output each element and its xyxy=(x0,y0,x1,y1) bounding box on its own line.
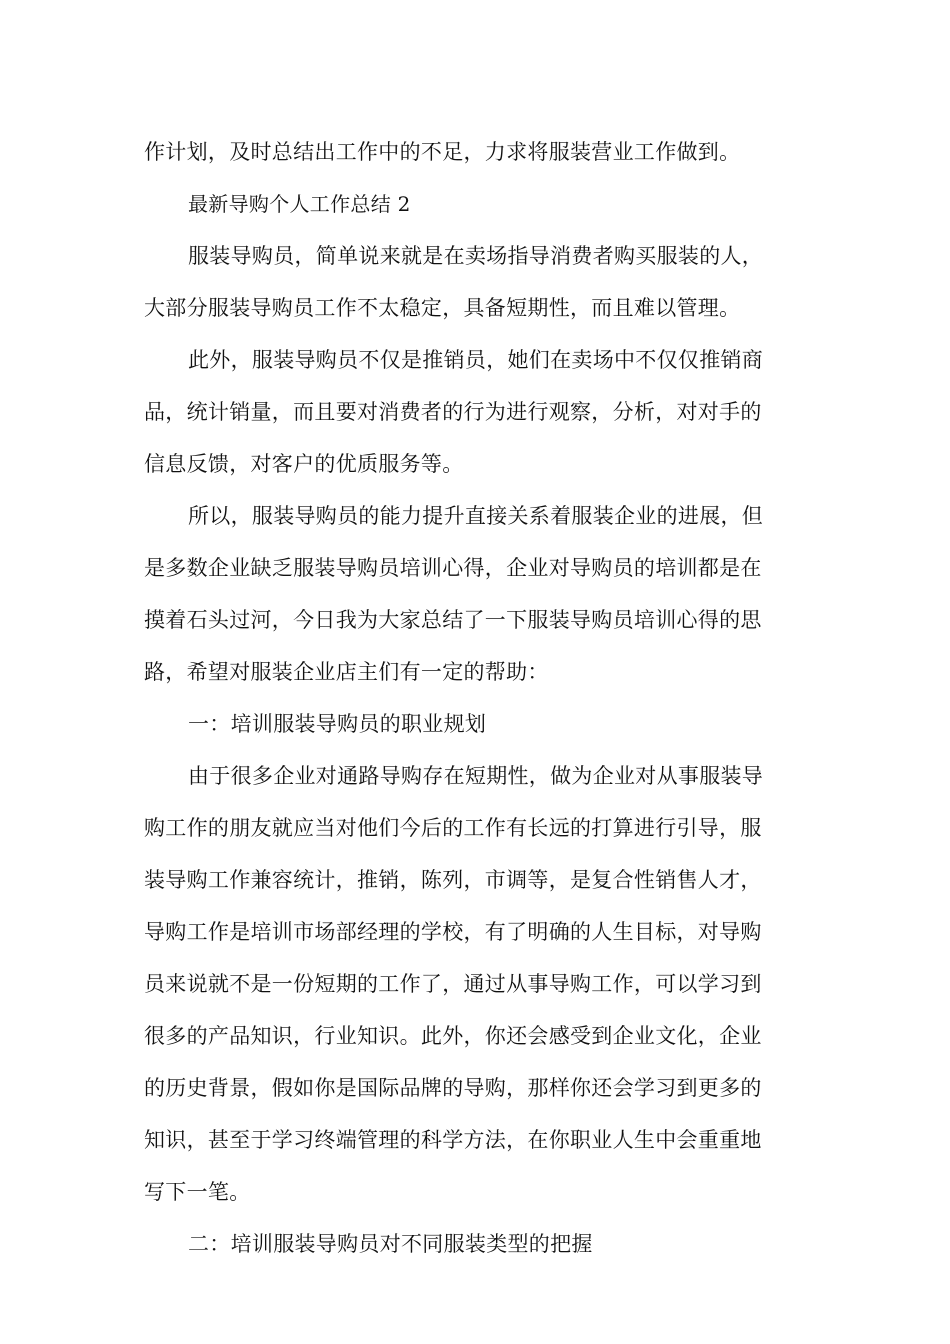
section-title: 最新导购个人工作总结 2 xyxy=(188,192,411,216)
continuation-line: 作计划，及时总结出工作中的不足，力求将服装营业工作做到。 xyxy=(144,140,741,164)
subheading-1: 一：培训服装导购员的职业规划 xyxy=(188,712,487,736)
paragraph-4 xyxy=(144,750,806,1218)
paragraph-2 xyxy=(144,334,806,490)
paragraph-3 xyxy=(144,490,806,698)
paragraph-line: 知识，甚至于学习终端管理的科学方法，在你职业人生中会重重地 xyxy=(144,1128,762,1152)
paragraph-line: 摸着石头过河，今日我为大家总结了一下服装导购员培训心得的思 xyxy=(144,608,762,632)
paragraph-line: 装导购工作兼容统计，推销，陈列，市调等，是复合性销售人才， xyxy=(144,868,762,892)
paragraph-line: 很多的产品知识，行业知识。此外，你还会感受到企业文化，企业 xyxy=(144,1024,762,1048)
paragraph-line: 所以，服装导购员的能力提升直接关系着服装企业的进展，但 xyxy=(188,504,764,528)
paragraph-line: 由于很多企业对通路导购存在短期性，做为企业对从事服装导 xyxy=(188,764,764,788)
paragraph-line: 购工作的朋友就应当对他们今后的工作有长远的打算进行引导，服 xyxy=(144,816,762,840)
paragraph-line: 写下一笔。 xyxy=(144,1180,251,1204)
paragraph-line: 大部分服装导购员工作不太稳定，具备短期性，而且难以管理。 xyxy=(144,296,741,320)
paragraph-line: 员来说就不是一份短期的工作了，通过从事导购工作，可以学习到 xyxy=(144,972,762,996)
paragraph-line: 导购工作是培训市场部经理的学校，有了明确的人生目标，对导购 xyxy=(144,920,762,944)
paragraph-line: 的历史背景，假如你是国际品牌的导购，那样你还会学习到更多的 xyxy=(144,1076,762,1100)
paragraph-line: 路，希望对服装企业店主们有一定的帮助： xyxy=(144,660,549,684)
paragraph-1 xyxy=(144,230,806,334)
paragraph-line: 品，统计销量，而且要对消费者的行为进行观察，分析，对对手的 xyxy=(144,400,762,424)
paragraph-line: 信息反馈，对客户的优质服务等。 xyxy=(144,452,464,476)
paragraph-line: 此外，服装导购员不仅是推销员，她们在卖场中不仅仅推销商 xyxy=(188,348,764,372)
paragraph-line: 服装导购员，简单说来就是在卖场指导消费者购买服装的人， xyxy=(188,244,764,268)
document-body xyxy=(144,126,806,1270)
subheading-2: 二：培训服装导购员对不同服装类型的把握 xyxy=(188,1232,593,1256)
paragraph-line: 是多数企业缺乏服装导购员培训心得，企业对导购员的培训都是在 xyxy=(144,556,762,580)
